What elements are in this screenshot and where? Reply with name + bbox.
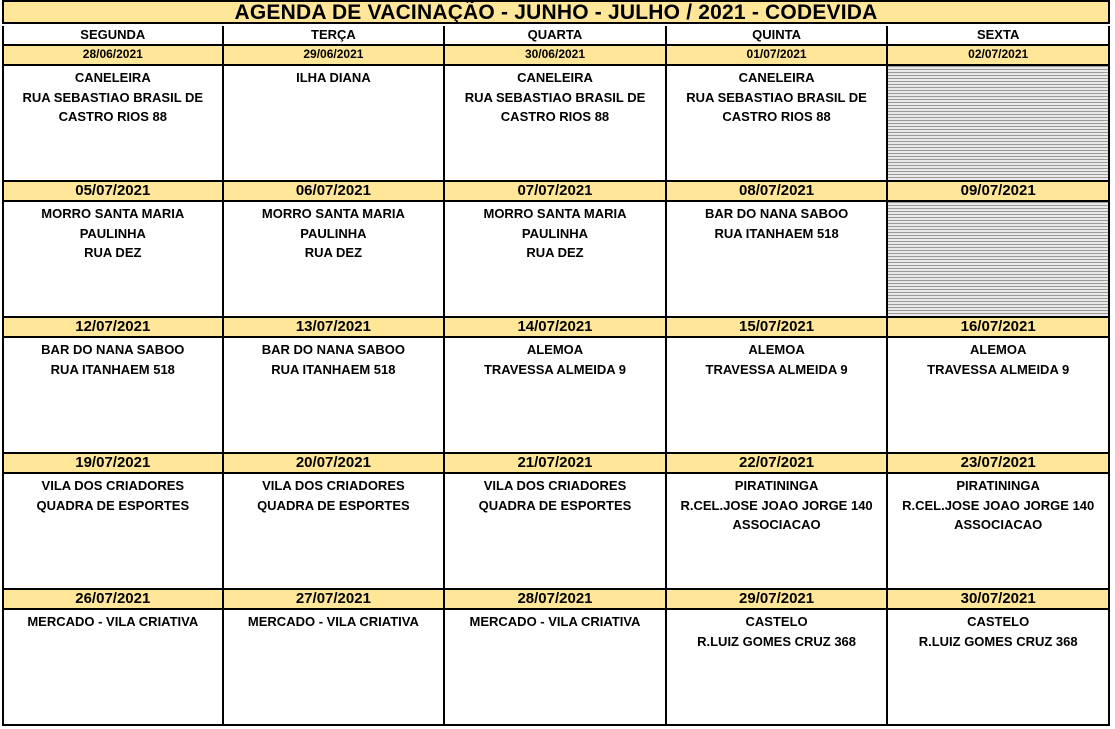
blocked-day-cell xyxy=(888,66,1110,182)
date-cell: 30/07/2021 xyxy=(888,590,1110,610)
location-name: ALEMOA xyxy=(526,342,584,357)
weekday-header: SEXTA xyxy=(888,26,1110,46)
location-name: ILHA DIANA xyxy=(296,70,371,85)
location-cell xyxy=(224,474,446,590)
date-cell: 16/07/2021 xyxy=(888,318,1110,338)
date-row xyxy=(2,182,1110,202)
location-name: CANELEIRA xyxy=(517,70,593,85)
location-name: CASTELO xyxy=(967,614,1030,629)
location-detail: RUA SEBASTIAO BRASIL DE xyxy=(686,89,867,105)
weekday-header-row xyxy=(2,26,1110,46)
date-cell: 02/07/2021 xyxy=(888,46,1110,66)
location-cell xyxy=(667,202,889,318)
location-cell xyxy=(2,474,224,590)
location-cell xyxy=(667,610,889,726)
location-detail: QUADRA DE ESPORTES xyxy=(36,497,190,513)
date-row xyxy=(2,590,1110,610)
location-detail: QUADRA DE ESPORTES xyxy=(257,497,410,513)
location-name: VILA DOS CRIADORES xyxy=(41,478,185,493)
location-cell xyxy=(667,338,889,454)
location-name: MERCADO - VILA CRIATIVA xyxy=(27,614,199,629)
location-detail: TRAVESSA ALMEIDA 9 xyxy=(705,361,848,377)
location-cell xyxy=(445,202,667,318)
location-row xyxy=(2,474,1110,590)
location-name: MORRO SANTA MARIA xyxy=(41,206,185,221)
date-cell: 07/07/2021 xyxy=(445,182,667,202)
date-row xyxy=(2,46,1110,66)
location-detail: ASSOCIACAO xyxy=(732,517,821,532)
date-cell: 19/07/2021 xyxy=(2,454,224,474)
date-cell: 08/07/2021 xyxy=(667,182,889,202)
location-detail: RUA DEZ xyxy=(84,245,142,260)
location-name: MERCADO - VILA CRIATIVA xyxy=(247,614,419,629)
location-detail: R.CEL.JOSE JOAO JORGE 140 xyxy=(680,497,873,513)
location-row xyxy=(2,202,1110,318)
location-detail: PAULINHA xyxy=(521,225,589,241)
location-name: BAR DO NANA SABOO xyxy=(41,342,185,357)
date-row xyxy=(2,318,1110,338)
date-cell: 15/07/2021 xyxy=(667,318,889,338)
location-cell xyxy=(667,474,889,590)
location-detail: RUA DEZ xyxy=(526,245,584,260)
date-cell: 30/06/2021 xyxy=(445,46,667,66)
location-cell xyxy=(224,66,446,182)
date-cell: 28/07/2021 xyxy=(445,590,667,610)
location-detail: R.LUIZ GOMES CRUZ 368 xyxy=(918,633,1078,649)
date-row xyxy=(2,454,1110,474)
location-cell xyxy=(2,66,224,182)
location-detail: RUA SEBASTIAO BRASIL DE xyxy=(22,89,204,105)
location-detail: ASSOCIACAO xyxy=(954,517,1043,532)
location-name: ALEMOA xyxy=(970,342,1027,357)
location-name: CANELEIRA xyxy=(74,70,151,85)
location-cell xyxy=(224,610,446,726)
date-cell: 29/07/2021 xyxy=(667,590,889,610)
location-detail: PAULINHA xyxy=(79,225,146,241)
weekday-header: QUARTA xyxy=(445,26,667,46)
location-name: PIRATININGA xyxy=(734,478,819,493)
date-cell: 28/06/2021 xyxy=(2,46,224,66)
location-cell xyxy=(888,610,1110,726)
location-name: BAR DO NANA SABOO xyxy=(261,342,406,357)
location-cell xyxy=(445,610,667,726)
location-detail: RUA ITANHAEM 518 xyxy=(271,361,396,377)
date-cell: 14/07/2021 xyxy=(445,318,667,338)
location-name: MERCADO - VILA CRIATIVA xyxy=(469,614,641,629)
location-detail: RUA ITANHAEM 518 xyxy=(50,361,175,377)
location-name: MORRO SANTA MARIA xyxy=(261,206,405,221)
location-detail: TRAVESSA ALMEIDA 9 xyxy=(483,361,627,377)
weekday-header: SEGUNDA xyxy=(2,26,224,46)
date-cell: 12/07/2021 xyxy=(2,318,224,338)
location-detail: R.CEL.JOSE JOAO JORGE 140 xyxy=(902,497,1095,513)
location-detail: RUA SEBASTIAO BRASIL DE xyxy=(464,89,646,105)
location-detail: CASTRO RIOS 88 xyxy=(58,109,167,124)
date-cell: 01/07/2021 xyxy=(667,46,889,66)
date-cell: 29/06/2021 xyxy=(224,46,446,66)
location-name: CASTELO xyxy=(745,614,808,629)
date-cell: 06/07/2021 xyxy=(224,182,446,202)
date-cell: 05/07/2021 xyxy=(2,182,224,202)
date-cell: 20/07/2021 xyxy=(224,454,446,474)
date-cell: 22/07/2021 xyxy=(667,454,889,474)
location-name: MORRO SANTA MARIA xyxy=(483,206,627,221)
date-cell: 21/07/2021 xyxy=(445,454,667,474)
date-cell: 26/07/2021 xyxy=(2,590,224,610)
location-name: BAR DO NANA SABOO xyxy=(704,206,849,221)
location-cell xyxy=(888,338,1110,454)
location-cell xyxy=(2,338,224,454)
location-cell xyxy=(224,202,446,318)
location-cell xyxy=(2,202,224,318)
blocked-day-cell xyxy=(888,202,1110,318)
location-row xyxy=(2,610,1110,726)
location-cell xyxy=(445,66,667,182)
location-cell xyxy=(224,338,446,454)
location-name: VILA DOS CRIADORES xyxy=(483,478,627,493)
location-detail: CASTRO RIOS 88 xyxy=(500,109,610,124)
weekday-header: QUINTA xyxy=(667,26,889,46)
location-cell xyxy=(888,474,1110,590)
location-row xyxy=(2,338,1110,454)
location-cell xyxy=(445,338,667,454)
date-cell: 23/07/2021 xyxy=(888,454,1110,474)
weekday-header: TERÇA xyxy=(224,26,446,46)
date-cell: 27/07/2021 xyxy=(224,590,446,610)
location-detail: TRAVESSA ALMEIDA 9 xyxy=(927,361,1070,377)
date-cell: 09/07/2021 xyxy=(888,182,1110,202)
schedule-title: AGENDA DE VACINAÇÃO - JUNHO - JULHO / 2021 - CODEVIDA xyxy=(2,0,1110,24)
location-name: ALEMOA xyxy=(748,342,805,357)
location-detail: CASTRO RIOS 88 xyxy=(722,109,831,124)
location-detail: RUA ITANHAEM 518 xyxy=(714,225,839,241)
location-detail: QUADRA DE ESPORTES xyxy=(478,497,632,513)
location-detail: R.LUIZ GOMES CRUZ 368 xyxy=(697,633,857,649)
location-cell xyxy=(445,474,667,590)
location-name: CANELEIRA xyxy=(738,70,815,85)
location-name: VILA DOS CRIADORES xyxy=(262,478,405,493)
location-detail: PAULINHA xyxy=(300,225,367,241)
location-row xyxy=(2,66,1110,182)
date-cell: 13/07/2021 xyxy=(224,318,446,338)
location-cell xyxy=(667,66,889,182)
location-cell xyxy=(2,610,224,726)
location-detail: RUA DEZ xyxy=(304,245,363,260)
location-name: PIRATININGA xyxy=(956,478,1040,493)
